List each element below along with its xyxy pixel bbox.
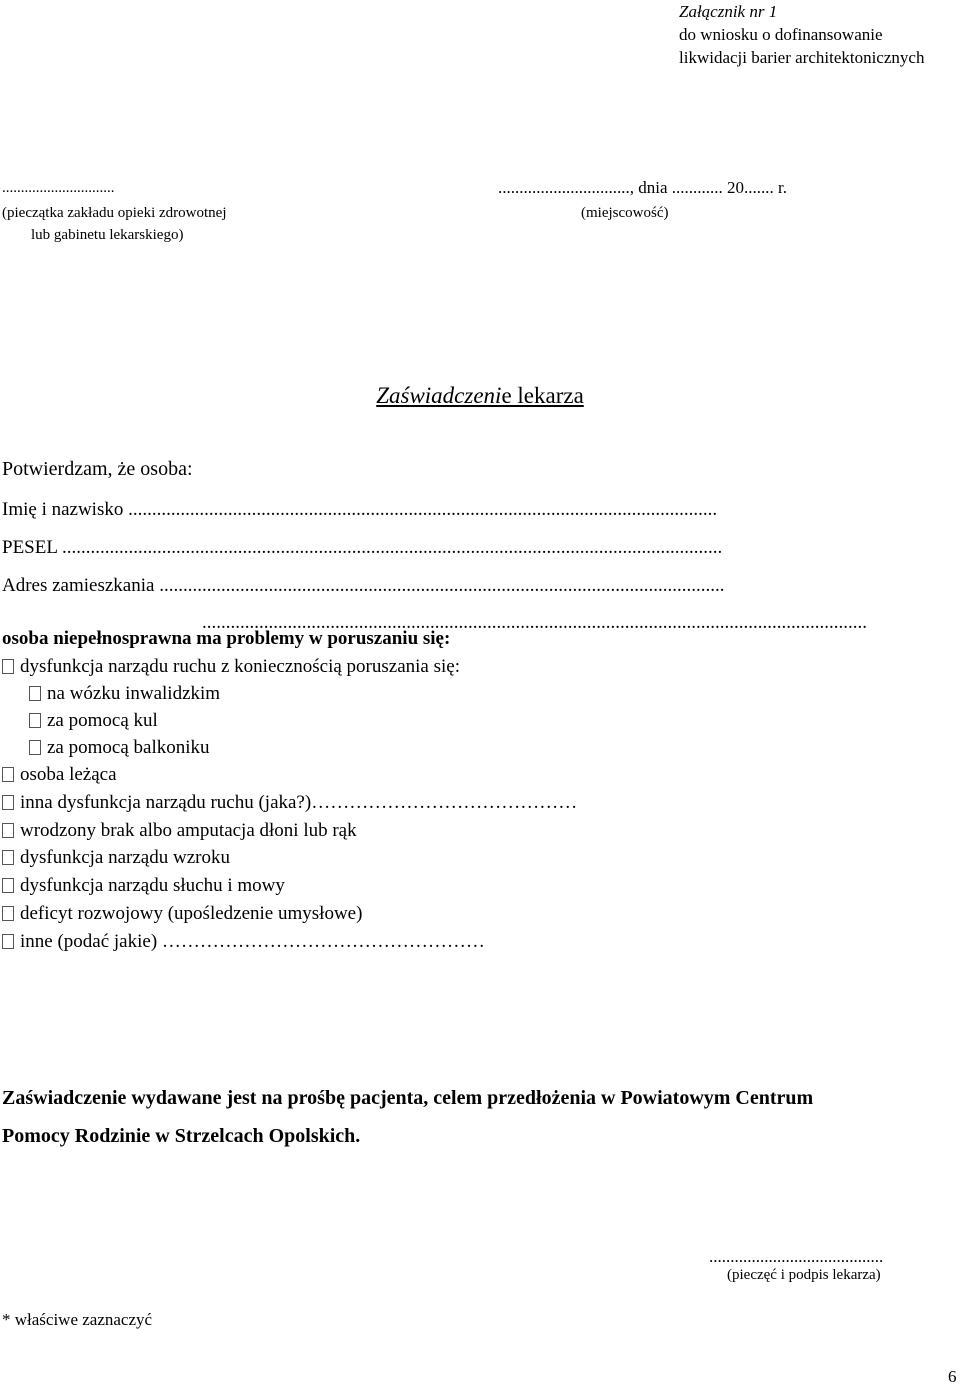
option-wheelchair	[29, 683, 220, 705]
checkbox-icon[interactable]	[2, 659, 14, 674]
page-title	[0, 383, 960, 409]
title-italic-part: Zaświadczeni	[376, 383, 502, 408]
page-number: 6	[948, 1367, 957, 1386]
checkbox-icon[interactable]	[29, 686, 41, 701]
option-vision	[2, 847, 230, 869]
option-label: dysfunkcja narządu wzroku	[20, 847, 230, 868]
option-label: deficyt rozwojowy (upośledzenie umysłowe)	[20, 903, 363, 924]
option-other-mobility	[2, 792, 577, 814]
place-label: (miejscowość)	[581, 205, 669, 221]
checkbox-icon[interactable]	[2, 850, 14, 865]
option-walker	[29, 737, 210, 759]
checkbox-icon[interactable]	[2, 934, 14, 949]
stamp-label-1: (pieczątka zakładu opieki zdrowotnej	[2, 205, 227, 221]
option-other	[2, 931, 485, 953]
annex-title: Załącznik nr 1	[679, 2, 778, 21]
option-label: za pomocą balkoniku	[47, 737, 210, 758]
option-label: inne (podać jakie) ……………………………………………	[20, 931, 485, 952]
option-crutches	[29, 710, 158, 732]
address-continuation: ............................................................................................................................................	[202, 612, 867, 633]
option-label: dysfunkcja narządu ruchu z koniecznością poruszania się:	[20, 656, 460, 677]
option-label: dysfunkcja narządu słuchu i mowy	[20, 875, 285, 896]
place-date-field: ..............................., dnia ............ 20....... r.	[498, 178, 787, 197]
signature-dots: .........................................	[709, 1247, 884, 1266]
checkbox-icon[interactable]	[2, 878, 14, 893]
checkbox-icon[interactable]	[29, 740, 41, 755]
option-label: osoba leżąca	[20, 764, 117, 785]
footnote: * właściwe zaznaczyć	[2, 1310, 153, 1329]
option-bedridden	[2, 764, 117, 786]
statement-line-1: Zaświadczenie wydawane jest na prośbę pacjenta, celem przedłożenia w Powiatowym Centrum	[2, 1087, 814, 1109]
checkbox-icon[interactable]	[2, 906, 14, 921]
option-developmental	[2, 903, 362, 925]
option-label: inna dysfunkcja narządu ruchu (jaka?)……………………………………	[20, 792, 578, 813]
option-hand-amputation	[2, 820, 357, 842]
option-label: na wózku inwalidzkim	[47, 683, 221, 704]
option-label: wrodzony brak albo amputacja dłoni lub rąk	[20, 820, 357, 841]
name-field: Imię i nazwisko ............................................................................................................................	[2, 499, 718, 520]
problems-heading: osoba niepełnosprawna ma problemy w poruszaniu się:	[2, 628, 451, 649]
annex-line-2: do wniosku o dofinansowanie	[679, 25, 883, 44]
annex-block	[679, 0, 924, 69]
option-mobility-dysfunction	[2, 656, 460, 678]
option-label: za pomocą kul	[47, 710, 158, 731]
pesel-field: PESEL ...........................................................................................................................................	[2, 537, 723, 558]
stamp-label-2: lub gabinetu lekarskiego)	[31, 227, 184, 243]
checkbox-icon[interactable]	[29, 713, 41, 728]
checkbox-icon[interactable]	[2, 823, 14, 838]
address-field: Adres zamieszkania .......................................................................................................................	[2, 575, 725, 596]
title-rest: e lekarza	[501, 383, 584, 408]
checkbox-icon[interactable]	[2, 795, 14, 810]
signature-label: (pieczęć i podpis lekarza)	[727, 1267, 881, 1283]
checkbox-icon[interactable]	[2, 767, 14, 782]
statement-line-2: Pomocy Rodzinie w Strzelcach Opolskich.	[2, 1125, 361, 1147]
confirm-text: Potwierdzam, że osoba:	[2, 458, 193, 480]
option-hearing-speech	[2, 875, 285, 897]
stamp-dots: ..............................	[2, 180, 115, 196]
annex-line-3: likwidacji barier architektonicznych	[679, 48, 925, 67]
